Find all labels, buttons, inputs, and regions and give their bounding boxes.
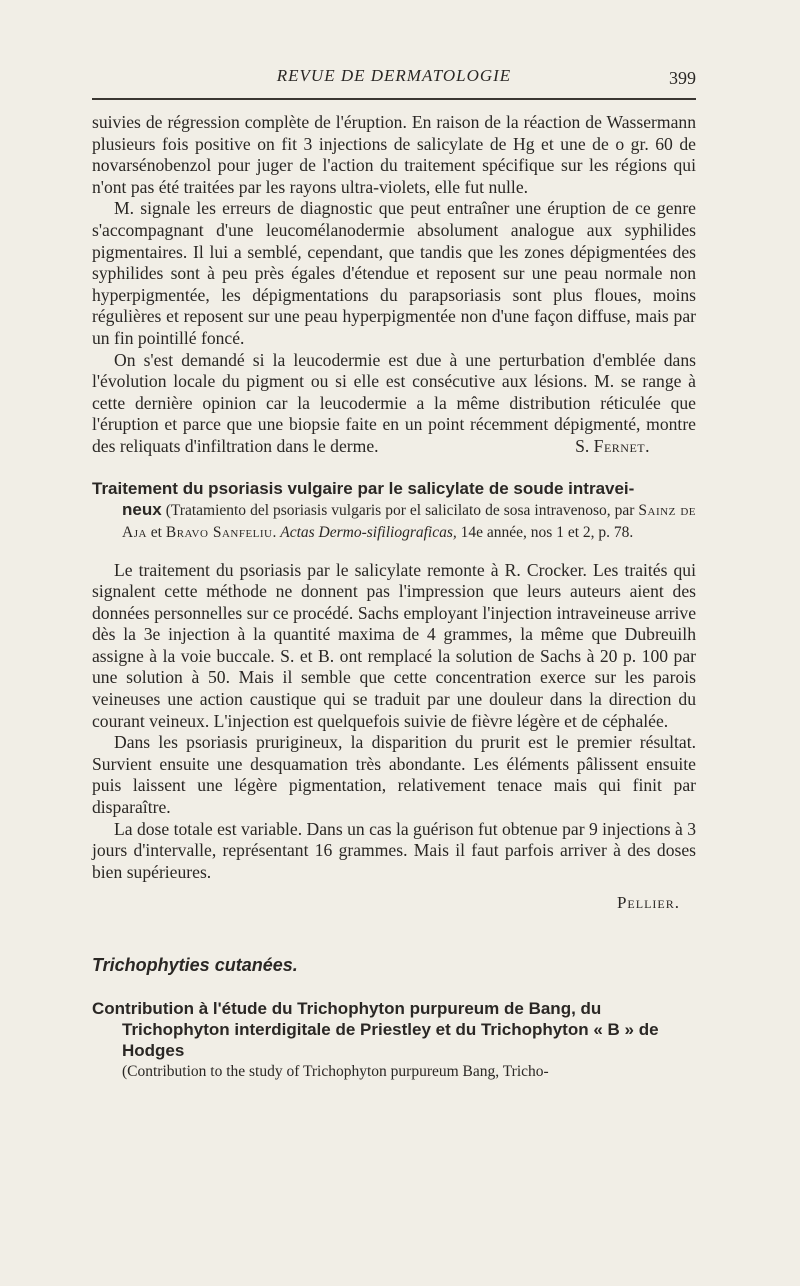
paragraph: suivies de régression complète de l'éruption. En raison de la réaction de Wassermann plusieurs fois positive on fit 3 injections de salicylate de Hg et une de o gr. 60 de novarsénobenzol pour juger de l'action du traitement spécifique sur les régions qui n'ont pas été traitées par les rayons ultra-violets, elle fut nulle. bbox=[92, 112, 696, 197]
running-title: REVUE DE DERMATOLOGIE bbox=[276, 66, 512, 85]
paragraph: M. signale les erreurs de diagnostic que peut entraîner une éruption de ce genre s'accompagnant d'une leucomélanodermie absolument analogue aux syphilides pigmentaires. Il lui a semblé, cependant, que tandis que les zones dépigmentées des syphilides sont à peu près égales d'étendue et reposent sur une peau normale non hyperpigmentée, les dépigmentations du parapsoriasis sont plus floues, moins régulières et reposent sur une peau hyperpigmentée non d'une façon diffuse, mais par un fin pointillé foncé. bbox=[92, 198, 696, 348]
paragraph: Dans les psoriasis prurigineux, la disparition du prurit est le premier résultat. Survient ensuite une desquamation très abondante. Les éléments pâlissent ensuite puis laissent une légère pigmentation, relativement tenace mais qui finit par disparaître. bbox=[92, 732, 696, 818]
article-title-continued: neux bbox=[122, 499, 162, 519]
reference-text: et bbox=[146, 523, 166, 541]
signature-name: Fernet. bbox=[593, 435, 650, 456]
signature-initial: S. bbox=[575, 435, 590, 456]
article-title: Traitement du psoriasis vulgaire par le salicylate de soude intravei- bbox=[92, 478, 635, 498]
paragraph-text: On s'est demandé si la leucodermie est due à une perturbation d'emblée dans l'évolution locale du pigment ou si elle est consécutive aux lésions. M. se range à cette dernière opinion car la leucodermie a la même distribution réticulée que l'éruption et parce que une biopsie faite en un point récemment dépigmenté, montre des reliquats d'infiltration dans le derme. bbox=[92, 349, 696, 456]
reference-text: (Tratamiento del psoriasis vulgaris por el salicilato de sosa intravenoso, par bbox=[161, 501, 639, 519]
author: Sainz de Aja bbox=[122, 501, 696, 541]
running-head bbox=[92, 60, 696, 96]
page bbox=[92, 60, 696, 1082]
page-number: 399 bbox=[669, 68, 696, 88]
journal-name: Actas Dermo-sifiliograficas, bbox=[280, 523, 457, 541]
reference-text: . bbox=[272, 523, 281, 541]
signature bbox=[553, 436, 650, 458]
signature: Pellier. bbox=[616, 893, 680, 913]
reference-text: 14e année, nos 1 et 2, p. 78. bbox=[456, 523, 634, 541]
section-heading: Trichophyties cutanées. bbox=[92, 955, 298, 976]
article-reference bbox=[92, 500, 696, 544]
paragraph: La dose totale est variable. Dans un cas la guérison fut obtenue par 9 injections à 3 jours d'intervalle, représentant 16 grammes. Mais il faut parfois arriver à des doses bien supérieures. bbox=[92, 818, 696, 882]
article-title: Contribution à l'étude du Trichophyton purpureum de Bang, du Trichophyton interdigitale de Priestley et du Trichophyton « B » de Hodges bbox=[92, 999, 659, 1061]
author: Bravo Sanfeliu bbox=[165, 523, 273, 541]
paragraph bbox=[92, 350, 696, 458]
header-rule bbox=[92, 98, 696, 100]
paragraph: Le traitement du psoriasis par le salicylate remonte à R. Crocker. Les traités qui signalent cette méthode ne donnent pas l'impression que leurs auteurs aient des données personnelles sur ce procédé. Sachs employant l'injection intraveineuse arrive dès la 3e injection à la quantité maxima de 4 grammes, la même que Dubreuilh assigne à la voie buccale. S. et B. ont remplacé la solution de Sachs à 20 p. 100 par une solution à 50. Mais il semble que cette concentration exerce sur les parois veineuses une action caustique qui se traduit par une douleur dans la direction du courant veineux. L'injection est quelquefois suivie de fièvre légère et de céphalée. bbox=[92, 559, 696, 731]
article-reference: (Contribution to the study of Trichophyton purpureum Bang, Tricho- bbox=[122, 1063, 549, 1081]
